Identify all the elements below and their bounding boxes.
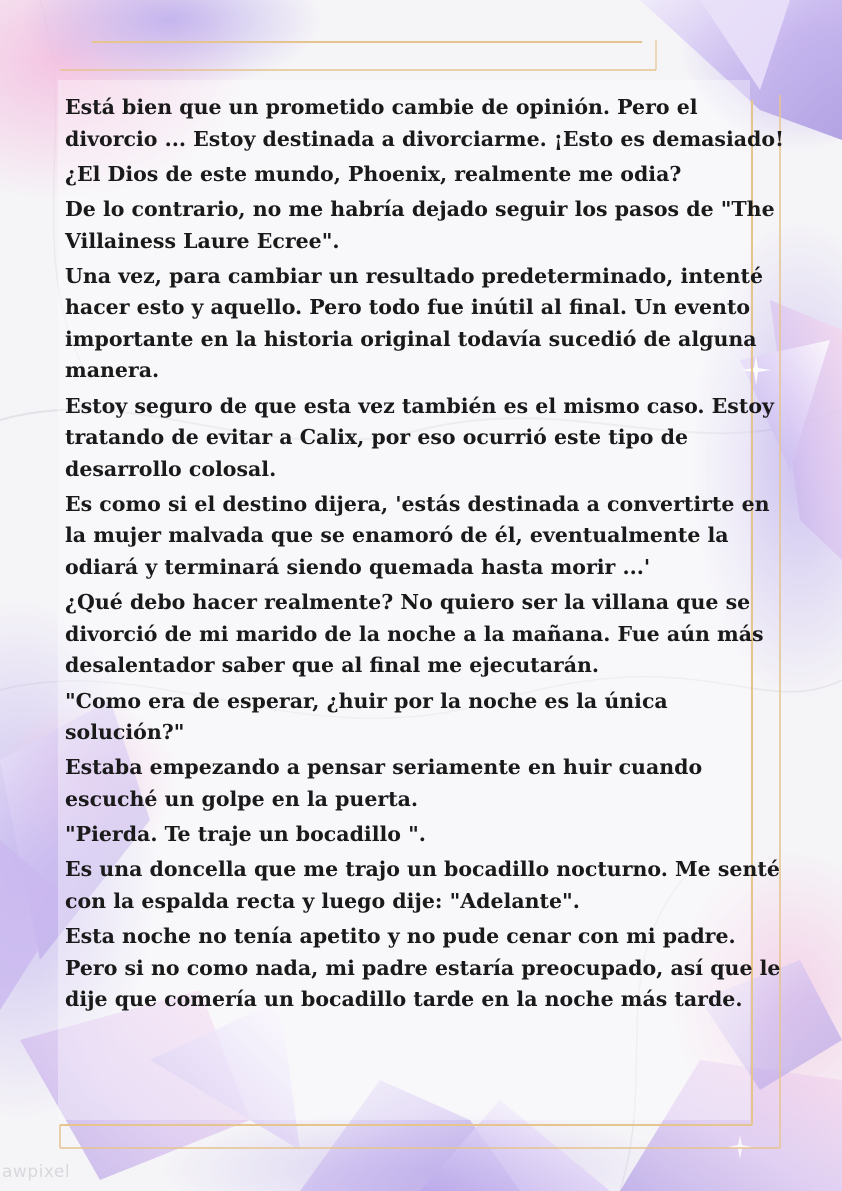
paragraph: Estaba empezando a pensar seriamente en huir cuando escuché un golpe en la puerta.	[65, 755, 703, 811]
paragraph: Estoy seguro de que esta vez también es el mismo caso. Estoy tratando de evitar a Calix, por eso ocurrió este tipo de desarrollo colosal.	[65, 393, 774, 481]
paragraph: Es una doncella que me trajo un bocadillo nocturno. Me senté con la espalda recta y luego dije: "Adelante".	[65, 857, 780, 913]
paragraph: Está bien que un prometido cambie de opinión. Pero el divorcio ... Estoy destinada a divorciarme. ¡Esto es demasiado!	[65, 95, 785, 151]
document-body	[65, 92, 785, 1020]
paragraph: "Pierda. Te traje un bocadillo ".	[65, 822, 426, 847]
paragraph: Es como si el destino dijera, 'estás destinada a convertirte en la mujer malvada que se enamoró de él, eventualmente la odiará y terminará siendo quemada hasta morir ...'	[65, 491, 770, 579]
paragraph: De lo contrario, no me habría dejado seguir los pasos de "The Villainess Laure Ecree".	[65, 197, 775, 253]
watermark-text: awpixel	[2, 1162, 71, 1182]
paragraph: Esta noche no tenía apetito y no pude cenar con mi padre. Pero si no como nada, mi padre estaría preocupado, así que le dije que comería un bocadillo tarde en la noche más tarde.	[65, 924, 781, 1012]
paragraph: ¿El Dios de este mundo, Phoenix, realmente me odia?	[65, 161, 682, 186]
paragraph: Una vez, para cambiar un resultado predeterminado, intenté hacer esto y aquello. Pero todo fue inútil al final. Un evento importante en la historia original todavía sucedió de alguna manera.	[65, 263, 764, 383]
paragraph: "Como era de esperar, ¿huir por la noche es la única solución?"	[65, 688, 668, 745]
paragraph: ¿Qué debo hacer realmente? No quiero ser la villana que se divorció de mi marido de la noche a la mañana. Fue aún más desalentador saber que al final me ejecutarán.	[65, 590, 764, 678]
